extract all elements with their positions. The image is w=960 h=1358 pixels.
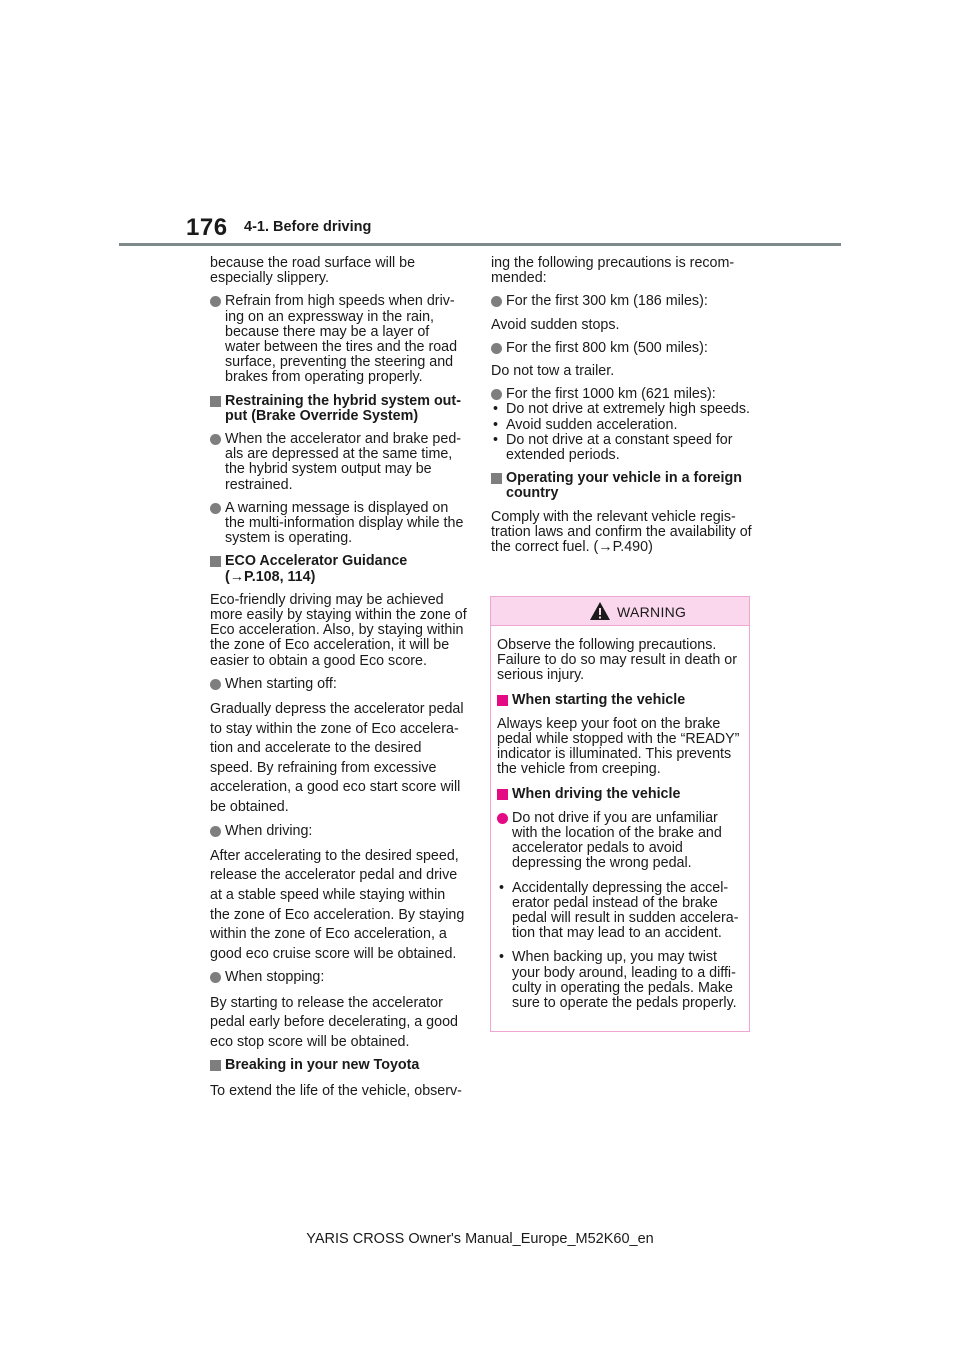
subheading — [210, 1058, 468, 1073]
sub-bullet-text: Do not drive at a constant speed for extended periods. — [506, 431, 733, 464]
bullet-text: For the first 1000 km (621 miles): — [506, 386, 716, 403]
paragraph: Avoid sudden stops. — [491, 316, 620, 333]
warning-subheading — [497, 787, 743, 802]
subheading-text: Operating your vehicle in a foreign country — [506, 470, 742, 502]
bullet-text: Refrain from high speeds when driving on an expressway in the rain, because there may be a layer of water between the tires and the road surface, preventing the steering and brakes from operating properly. — [225, 293, 458, 386]
bullet-text: For the first 800 km (500 miles): — [506, 339, 708, 356]
circle-bullet-icon — [210, 972, 221, 983]
page-number: 176 — [186, 214, 228, 241]
sub-bullet: • Avoid sudden acceleration. — [493, 416, 678, 433]
circle-bullet-icon — [210, 826, 221, 837]
square-heading-icon — [497, 789, 508, 800]
page-footer: YARIS CROSS Owner's Manual_Europe_M52K60_en — [306, 1231, 654, 1247]
bullet-item — [497, 811, 743, 872]
circle-bullet-icon — [491, 296, 502, 307]
sub-bullet-text: Accidentally depressing the accelerator pedal instead of the brake pedal will result in sudden acceleration that may lead to an accident. — [512, 879, 739, 942]
bullet-text: When stopping: — [225, 969, 325, 986]
paragraph: Comply with the relevant vehicle registration laws and confirm the availability of the correct fuel. (→P.490) — [491, 508, 752, 556]
square-heading-icon — [210, 556, 221, 567]
circle-bullet-icon — [491, 343, 502, 354]
paragraph: Gradually depress the accelerator pedal to stay within the zone of Eco acceleration and accelerate to the desired speed. By refraining from excessive acceleration, a good eco start score will be obtained. — [210, 701, 464, 816]
sub-bullet: • When backing up, you may twist your body around, leading to a difficulty in operating the pedals. Make sure to operate the pedals properly. — [499, 949, 737, 1012]
warning-box — [490, 596, 750, 1032]
sub-bullet: • Do not drive at a constant speed for extended periods. — [493, 431, 733, 464]
square-heading-icon — [210, 1060, 221, 1071]
subheading — [210, 394, 468, 424]
circle-bullet-icon — [210, 296, 221, 307]
circle-bullet-icon — [491, 389, 502, 400]
sub-bullet: • Accidentally depressing the accelerator pedal instead of the brake pedal will result in sudden acceleration that may lead to an accident. — [499, 879, 739, 942]
paragraph: By starting to release the accelerator pedal early before decelerating, a good eco stop score will be obtained. — [210, 994, 458, 1050]
paragraph: Always keep your foot on the brake pedal while stopped with the “READY” indicator is illuminated. This prevents the vehicle from creeping. — [497, 715, 740, 778]
sub-bullet-text: Do not drive at extremely high speeds. — [506, 401, 750, 418]
paragraph: Do not tow a trailer. — [491, 363, 615, 380]
bullet-item — [210, 501, 468, 547]
right-continued-text: ing the following precautions is recommended: — [491, 255, 735, 287]
bullet-item — [491, 294, 753, 309]
warning-triangle-icon — [589, 601, 611, 621]
paragraph: Eco-friendly driving may be achieved more easily by staying within the zone of Eco acceleration. Also, by staying within the zone of Eco acceleration, it will be easier to obtain a good Eco score. — [210, 591, 467, 669]
bullet-item — [491, 387, 753, 402]
subheading-text: When driving the vehicle — [512, 785, 681, 802]
warning-subheading — [497, 693, 743, 708]
paragraph: After accelerating to the desired speed, release the accelerator pedal and drive at a stable speed while staying within the zone of Eco acceleration. By staying within the zone of Eco acceleration, a good eco cruise score will be obtained. — [210, 847, 465, 962]
bullet-item — [491, 341, 753, 356]
square-heading-icon — [491, 473, 502, 484]
square-heading-icon — [210, 396, 221, 407]
bullet-text: Do not drive if you are unfamiliar with the location of the brake and accelerator pedals to avoid depressing the wrong pedal. — [512, 809, 722, 872]
bullet-item — [210, 432, 468, 493]
bullet-text: A warning message is displayed on the multi-information display while the system is operating. — [225, 499, 464, 547]
left-column — [210, 256, 468, 1107]
bullet-item — [210, 677, 468, 692]
subheading-text: ECO Accelerator Guidance (→P.108, 114) — [225, 553, 408, 585]
circle-bullet-icon — [210, 679, 221, 690]
bullet-item — [210, 970, 468, 985]
bullet-item — [210, 824, 468, 839]
circle-bullet-icon — [210, 503, 221, 514]
bullet-text: When driving: — [225, 822, 313, 839]
paragraph: To extend the life of the vehicle, observ- — [210, 1082, 462, 1099]
sub-bullet-text: Avoid sudden acceleration. — [506, 416, 678, 433]
subheading-text: Breaking in your new Toyota — [225, 1057, 420, 1074]
circle-bullet-icon — [210, 434, 221, 445]
warning-intro: Observe the following precautions. Failure to do so may result in death or serious injury. — [497, 637, 737, 684]
bullet-text: When the accelerator and brake pedals are depressed at the same time, the hybrid system output may be restrained. — [225, 431, 462, 493]
square-heading-icon — [497, 695, 508, 706]
subheading-text: When starting the vehicle — [512, 691, 686, 708]
right-column — [491, 256, 753, 563]
subheading — [210, 554, 468, 584]
subheading — [491, 471, 753, 501]
warning-header — [491, 597, 749, 626]
circle-bullet-icon — [497, 813, 508, 824]
subheading-text: Restraining the hybrid system output (Brake Override System) — [225, 392, 461, 424]
sub-bullet: • Do not drive at extremely high speeds. — [493, 401, 750, 418]
bullet-text: For the first 300 km (186 miles): — [506, 293, 708, 310]
section-title: 4-1. Before driving — [244, 219, 372, 235]
sub-bullet-text: When backing up, you may twist your body around, leading to a difficulty in operating the pedals. Make sure to operate the pedals properly. — [512, 949, 737, 1012]
header-rule — [119, 243, 841, 246]
warning-body — [491, 626, 749, 1011]
bullet-text: When starting off: — [225, 675, 337, 692]
warning-title: WARNING — [617, 604, 687, 620]
left-continued-text: because the road surface will be especially slippery. — [210, 255, 416, 287]
bullet-item — [210, 294, 468, 385]
